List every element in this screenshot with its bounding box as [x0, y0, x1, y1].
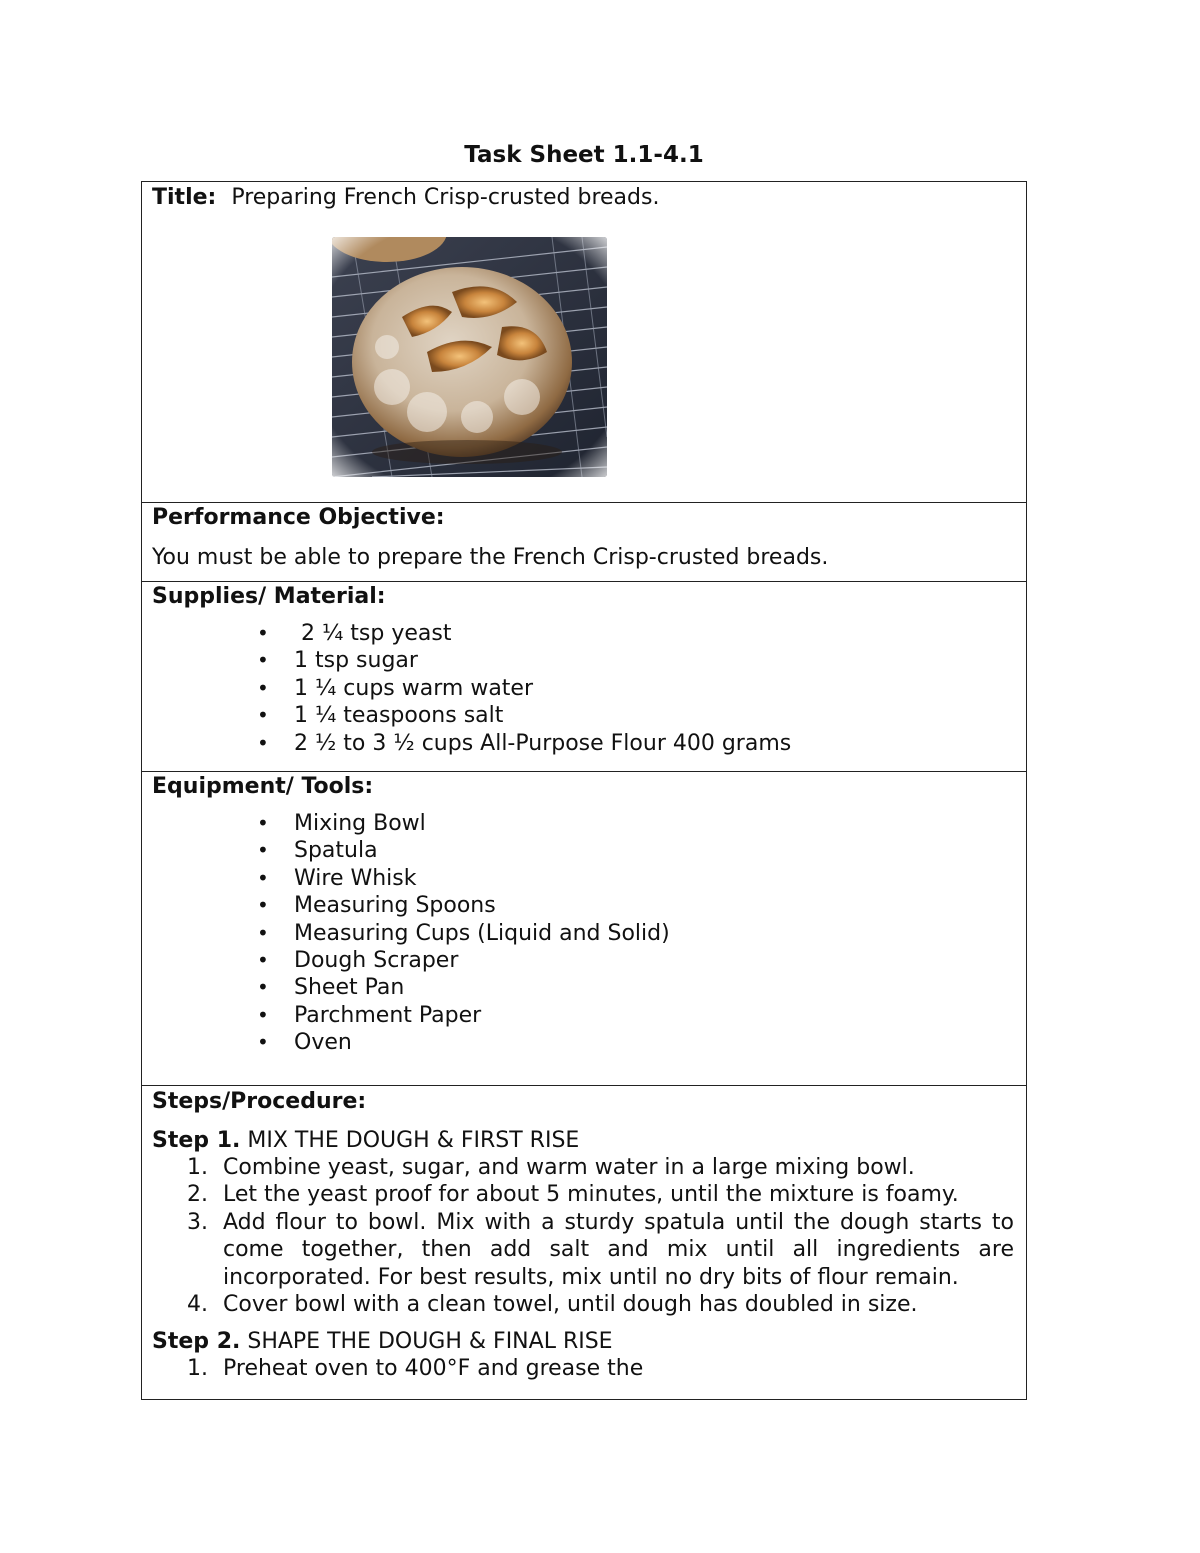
list-item: [187, 1181, 1016, 1208]
equipment-item-text: Sheet Pan: [294, 975, 405, 1001]
step-item-text: Combine yeast, sugar, and warm water in a large mixing bowl.: [223, 1155, 915, 1180]
list-item: [187, 1291, 1016, 1318]
list-item: [257, 865, 1016, 892]
supplies-list: [152, 620, 1016, 757]
list-item: [257, 702, 1016, 729]
step-1-title: MIX THE DOUGH & FIRST RISE: [247, 1128, 580, 1153]
page-title: Task Sheet 1.1-4.1: [464, 142, 704, 168]
equipment-item-text: Oven: [294, 1030, 352, 1056]
task-sheet-table: [141, 181, 1027, 1400]
bullet-icon: •: [257, 621, 269, 645]
bullet-icon: •: [257, 975, 269, 1000]
bullet-icon: •: [257, 1030, 269, 1055]
supplies-label: Supplies/ Material:: [152, 584, 386, 609]
step-item-text: Preheat oven to 400°F and grease the: [223, 1356, 644, 1382]
list-item: [257, 947, 1016, 974]
list-item: [257, 810, 1016, 837]
bullet-icon: •: [257, 648, 269, 673]
step-item-text: Let the yeast proof for about 5 minutes, until the mixture is foamy.: [223, 1182, 959, 1208]
bullet-icon: •: [257, 1002, 269, 1027]
step-2-label: Step 2.: [152, 1329, 241, 1355]
objective-cell: [142, 503, 1026, 582]
supplies-cell: [142, 582, 1026, 772]
equipment-item-text: Mixing Bowl: [294, 811, 426, 836]
objective-label: Performance Objective:: [152, 505, 445, 530]
step-2-list: [152, 1355, 1016, 1382]
list-item: [257, 920, 1016, 947]
item-number: 2.: [187, 1182, 208, 1208]
equipment-item-text: Measuring Cups (Liquid and Solid): [294, 920, 670, 946]
supply-item-text: 1 ¼ cups warm water: [294, 675, 534, 701]
equipment-label: Equipment/ Tools:: [152, 774, 374, 799]
list-item: [257, 892, 1016, 919]
title-cell: [142, 182, 1026, 503]
list-item: [257, 974, 1016, 1001]
list-item: [257, 1029, 1016, 1056]
bullet-icon: •: [257, 811, 269, 835]
bullet-icon: •: [257, 838, 269, 863]
bullet-icon: •: [257, 865, 269, 890]
supply-item-text: 1 ¼ teaspoons salt: [294, 703, 504, 729]
step-2-title: SHAPE THE DOUGH & FINAL RISE: [247, 1329, 613, 1355]
supply-item-text: 2 ½ to 3 ½ cups All-Purpose Flour 400 grams: [294, 730, 792, 756]
item-number: 1.: [187, 1155, 208, 1180]
step-1-heading: [152, 1127, 1016, 1154]
bullet-icon: •: [257, 675, 269, 700]
list-item: [257, 675, 1016, 702]
bullet-icon: •: [257, 730, 269, 755]
list-item: [187, 1154, 1016, 1181]
item-number: 1.: [187, 1356, 208, 1382]
equipment-item-text: Parchment Paper: [294, 1002, 482, 1028]
procedure-cell: [142, 1086, 1026, 1399]
bullet-icon: •: [257, 920, 269, 945]
equipment-item-text: Dough Scraper: [294, 947, 459, 973]
list-item: [257, 620, 1016, 647]
step-1-list: [152, 1154, 1016, 1318]
equipment-cell: [142, 772, 1026, 1086]
bullet-icon: •: [257, 893, 269, 918]
title-text: Preparing French Crisp-crusted breads.: [231, 185, 660, 210]
equipment-item-text: Wire Whisk: [294, 865, 417, 891]
step-1-label: Step 1.: [152, 1128, 241, 1153]
step-2-heading: [152, 1328, 1016, 1355]
list-item: [187, 1355, 1016, 1382]
supply-item-text: 1 tsp sugar: [294, 648, 418, 674]
supply-item-text: 2 ¼ tsp yeast: [294, 621, 452, 646]
bread-photo: [332, 237, 607, 477]
item-number: 4.: [187, 1292, 208, 1318]
objective-text: You must be able to prepare the French Crisp-crusted breads.: [152, 545, 829, 570]
procedure-label: Steps/Procedure:: [152, 1089, 367, 1114]
step-item-text: Cover bowl with a clean towel, until dough has doubled in size.: [223, 1292, 918, 1318]
list-item: [257, 647, 1016, 674]
item-number: 3.: [187, 1209, 208, 1235]
title-label: Title:: [152, 185, 217, 210]
list-item: [257, 730, 1016, 757]
equipment-list: [152, 810, 1016, 1057]
bullet-icon: •: [257, 947, 269, 972]
list-item: [187, 1209, 1016, 1291]
list-item: [257, 837, 1016, 864]
list-item: [257, 1002, 1016, 1029]
equipment-item-text: Spatula: [294, 838, 378, 864]
bullet-icon: •: [257, 703, 269, 728]
equipment-item-text: Measuring Spoons: [294, 893, 496, 919]
step-item-text: Add flour to bowl. Mix with a sturdy spatula until the dough starts to come together, then add salt and mix until all ingredients are incorporated. For best results, mix until no dry bits of flour remain.: [223, 1209, 1014, 1290]
